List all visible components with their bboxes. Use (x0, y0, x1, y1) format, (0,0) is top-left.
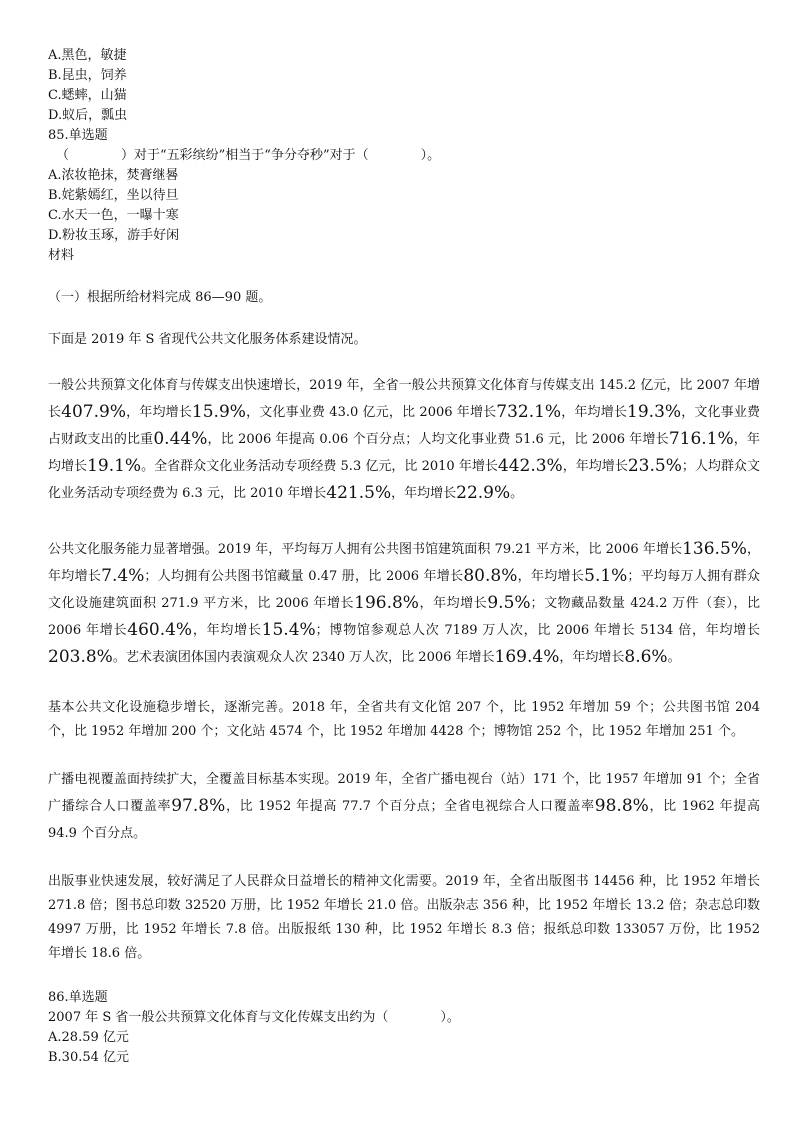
percent-figure: 716.1% (668, 429, 734, 449)
percent-figure: 421.5% (326, 483, 392, 503)
text-segment: 。全省群众文化业务活动专项经费 5.3 亿元，比 2010 年增长 (141, 459, 498, 474)
paragraph-facilities: 基本公共文化设施稳步增长，逐渐完善。2018 年，全省共有文化馆 207 个，比 1952 年增加 59 个；公共图书馆 204 个，比 1952 年增加 200 个；文化站 4574 个，比 1952 年增加 4428 个；博物馆 252 个，比 1952 年增加 251 个。 (48, 700, 760, 739)
document-page (48, 46, 760, 1068)
text-segment: 广播电视覆盖面持续扩大，全覆盖目标基本实现。2019 年，全省广播电视台（站）171 个，比 1957 年增加 91 个；全省广播综合人口覆盖率 (48, 772, 760, 814)
text-segment: ；平均每万人拥有群众文化设施建筑面积 271.9 平方米，比 2006 年增长 (48, 569, 760, 611)
text-segment: ，年均增长 (125, 405, 192, 420)
percent-figure: 98.8% (594, 796, 649, 816)
text-segment: ，年均增长 (559, 650, 625, 665)
text-segment: ，年均增长 (562, 459, 628, 474)
percent-figure: 7.4% (101, 566, 145, 586)
material-lead: 下面是 2019 年 S 省现代公共文化服务体系建设情况。 (48, 332, 367, 347)
percent-figure: 169.4% (494, 647, 560, 667)
paragraph-broadcasting (48, 766, 760, 848)
q86-option-a[interactable]: A.28.59 亿元 (48, 1030, 129, 1045)
percent-figure: 732.1% (496, 402, 562, 422)
text-segment: ，比 2006 年提高 0.06 个百分点；人均文化事业费 51.6 元，比 2006 年增长 (207, 432, 669, 447)
text-segment: ；人均拥有公共图书馆藏量 0.47 册，比 2006 年增长 (144, 569, 464, 584)
q84-option-b[interactable]: B.昆虫，饲养 (48, 68, 127, 83)
percent-figure: 22.9% (456, 483, 511, 503)
percent-figure: 407.9% (61, 402, 126, 422)
material-label: 材料 (48, 248, 75, 263)
text-segment: ，年均增长 (391, 486, 457, 501)
q85-option-b[interactable]: B.姹紫嫣红，坐以待旦 (48, 188, 179, 203)
text-segment: 公共文化服务能力显著增强。2019 年，平均每万人拥有公共图书馆建筑面积 79.21 平方米，比 2006 年增长 (48, 542, 683, 557)
percent-figure: 5.1% (584, 566, 628, 586)
paragraph-service-capacity (48, 536, 760, 674)
text-segment: ，文化事业费占财政支出的比重 (48, 405, 760, 447)
text-segment: ，比 1952 年提高 77.7 个百分点；全省电视综合人口覆盖率 (225, 799, 595, 814)
q84-option-d[interactable]: D.蚁后，瓢虫 (48, 108, 128, 123)
text-segment: 一般公共预算文化体育与传媒支出快速增长，2019 年，全省一般公共预算文化体育与传媒支出 145.2 亿元，比 2007 年增长 (48, 378, 760, 420)
text-segment: ，年均增长 (517, 569, 585, 584)
percent-figure: 15.9% (191, 402, 246, 422)
percent-figure: 23.5% (627, 456, 682, 476)
q85-stem: （ ）对于“五彩缤纷”相当于“争分夺秒”对于（ ）。 (56, 148, 441, 163)
percent-figure: 9.5% (487, 593, 531, 613)
paragraph-budget (48, 372, 760, 514)
q84-option-c[interactable]: C.蟋蟀，山猫 (48, 88, 127, 103)
q84-option-a[interactable]: A.黑色，敏捷 (48, 48, 127, 63)
percent-figure: 19.3% (627, 402, 682, 422)
text-segment: 。艺术表演团体国内表演观众人次 2340 万人次，比 2006 年增长 (112, 650, 495, 665)
q85-option-a[interactable]: A.浓妆艳抹，焚膏继晷 (48, 168, 179, 183)
text-segment: ；人均群众文化业务活动专项经费为 6.3 元，比 2010 年增长 (48, 459, 760, 501)
percent-figure: 97.8% (171, 796, 226, 816)
percent-figure: 0.44% (153, 429, 208, 449)
q86-stem: 2007 年 S 省一般公共预算文化体育与文化传媒支出约为（ ）。 (48, 1010, 460, 1025)
text-segment: ，年均增长 (418, 596, 488, 611)
q85-header: 85.单选题 (48, 128, 108, 143)
percent-figure: 460.4% (127, 620, 193, 640)
text-segment: ；文物藏品数量 424.2 万件（套），比 2006 年增长 (48, 596, 760, 638)
q85-option-d[interactable]: D.粉妆玉琢，游手好闲 (48, 228, 180, 243)
text-segment: ，年均增长 (48, 432, 760, 474)
material-intro: （一）根据所给材料完成 86—90 题。 (48, 290, 272, 305)
q86-option-b[interactable]: B.30.54 亿元 (48, 1050, 130, 1065)
text-segment: ；博物馆参观总人次 7189 万人次，比 2006 年增长 5134 倍，年均增长 (315, 623, 760, 638)
text-segment: ，文化事业费 43.0 亿元，比 2006 年增长 (245, 405, 497, 420)
percent-figure: 80.8% (463, 566, 518, 586)
percent-figure: 136.5% (682, 539, 747, 559)
percent-figure: 15.4% (261, 620, 316, 640)
q86-header: 86.单选题 (48, 990, 108, 1005)
text-segment: ，比 1962 年提高 94.9 个百分点。 (48, 799, 760, 841)
text-segment: ，年均增长 (561, 405, 628, 420)
percent-figure: 196.8% (354, 593, 419, 613)
text-segment: ，年均增长 (192, 623, 262, 638)
percent-figure: 19.1% (87, 456, 142, 476)
percent-figure: 8.6% (624, 647, 668, 667)
percent-figure: 203.8% (48, 647, 113, 667)
text-segment: ，年均增长 (48, 542, 760, 584)
q85-option-c[interactable]: C.水天一色，一曝十寒 (48, 208, 179, 223)
paragraph-publishing: 出版事业快速发展，较好满足了人民群众日益增长的精神文化需要。2019 年，全省出版图书 14456 种，比 1952 年增长 271.8 倍；图书总印数 32520 万册，比 1952 年增长 21.0 倍。出版杂志 356 种，比 1952 年增长 13.2 倍；杂志总印数 4997 万册，比 1952 年增长 7.8 倍。出版报纸 130 种，比 1952 年增长 8.3 倍；报纸总印数 133057 万份，比 1952 年增长 18.6 倍。 (48, 874, 760, 961)
text-segment: 。 (510, 486, 524, 501)
percent-figure: 442.3% (497, 456, 563, 476)
text-segment: 。 (667, 650, 681, 665)
